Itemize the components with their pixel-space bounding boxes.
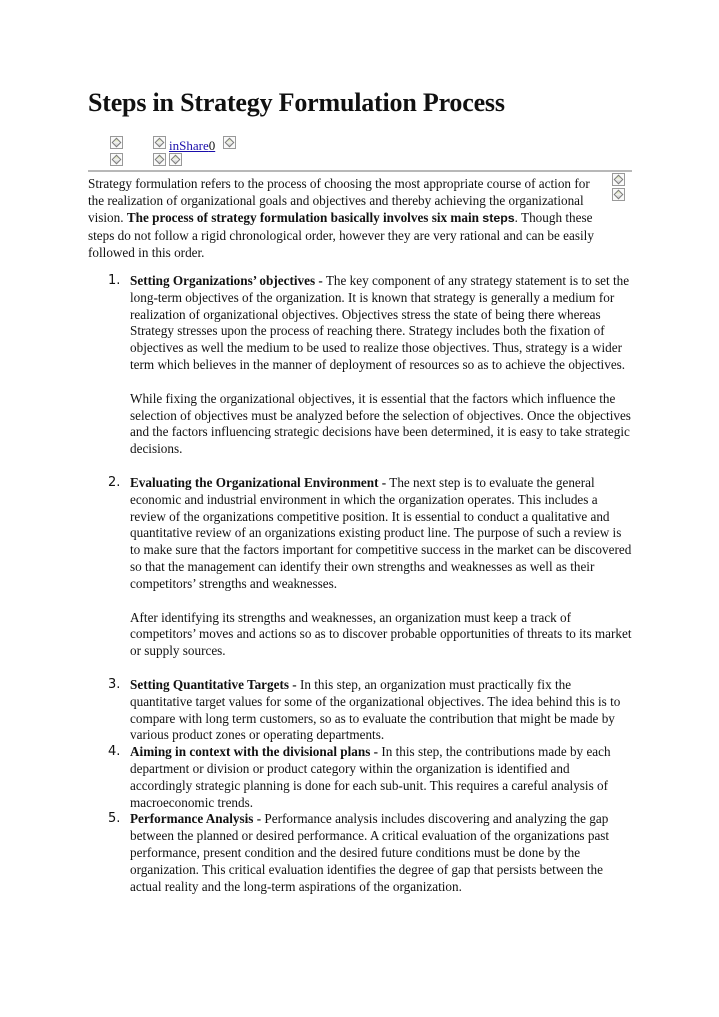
- step-heading: Evaluating the Organizational Environment -: [130, 474, 387, 490]
- list-number: 1.: [108, 273, 121, 288]
- steps-list: [108, 273, 634, 895]
- step-heading: Setting Quantitative Targets -: [130, 676, 297, 692]
- intro-paragraph: Strategy formulation refers to the process of choosing the most appropriate course of action for the realization of organizational goals and objectives and thereby achieving the organizational vision. The process of strategy formulation basically involves six main steps. Though these steps do not follow a rigid chronological order, however they are very rational and can be easily followed in this order.: [88, 176, 594, 260]
- broken-image-icon: [223, 136, 236, 149]
- broken-image-icon: [169, 153, 182, 166]
- share-bar: [110, 136, 250, 172]
- step-text: In this step, the contributions made by each department or division or product category within the organization is identified and accordingly strategic planning is done for each sub-unit. This requires a careful analysis of macroeconomic trends.: [130, 744, 611, 810]
- list-number: 5.: [108, 811, 121, 827]
- broken-image-icon: [153, 136, 166, 149]
- step-heading: Aiming in context with the divisional plans -: [130, 744, 379, 760]
- step-paragraph: After identifying its strengths and weaknesses, an organization must keep a track of competitors’ moves and actions so as to discover probable opportunities of threats to its market or supply sources.: [130, 609, 632, 659]
- list-item: [108, 676, 634, 744]
- step-text: In this step, an organization must practically fix the quantitative target values for some of the organizational objectives. The idea behind this is to compare with long term customers, so as to evaluate the contribution that might be made by various product zones or operating departments.: [130, 676, 621, 743]
- broken-image-icon: [110, 153, 123, 166]
- step-text: The key component of any strategy statement is to set the long-term objectives of the organization. It is known that strategy is generally a medium for realization of organizational objectives. Objectives stress the state of being there whereas Strategy stresses upon the process of reaching there. Strategy includes both the fixation of objectives as well the medium to be used to realize those objectives. Thus, strategy is a wider term which believes in the manner of deployment of resources so as to achieve the objectives.: [130, 273, 630, 372]
- list-item: [108, 273, 634, 458]
- share-count: 0: [208, 138, 216, 153]
- step-text: Performance analysis includes discovering and analyzing the gap between the planned or desired performance. A critical evaluation of the organizations past performance, present condition and the desired future conditions must be done by the organization. This critical evaluation identifies the degree of gap that persists between the actual reality and the long-term aspirations of the organization.: [130, 811, 610, 894]
- linkedin-share-link[interactable]: [169, 138, 215, 154]
- broken-image-icon: [110, 136, 123, 149]
- step-text: The next step is to evaluate the general economic and industrial environment in which the organization operates. This includes a review of the organizations competitive position. It is essential to conduct a qualitative and quantitative review of an organizations existing product line. The purpose of such a review is to make sure that the factors important for competitive success in the market can be discovered so that the management can identify their own strengths and weaknesses as well as their competitors’ strengths and weaknesses.: [130, 474, 632, 591]
- step-heading: Performance Analysis -: [130, 811, 262, 827]
- broken-image-icon: [612, 188, 625, 201]
- divider: [88, 170, 632, 172]
- share-label: inShare: [169, 138, 209, 153]
- step-paragraph: While fixing the organizational objectives, it is essential that the factors which influence the selection of objectives must be analyzed before the selection of objectives. Once the objectives and the factors influencing strategic decisions have been determined, it is easy to take strategic decisions.: [130, 390, 631, 457]
- side-image-stack: [612, 173, 630, 205]
- page-title: Steps in Strategy Formulation Process: [88, 88, 505, 117]
- broken-image-icon: [153, 153, 166, 166]
- list-number: 4.: [108, 744, 121, 760]
- list-number: 2.: [108, 474, 121, 490]
- list-item: [108, 744, 634, 811]
- step-heading: Setting Organizations’ objectives -: [130, 273, 323, 288]
- list-number: 3.: [108, 676, 121, 692]
- list-item: [108, 474, 634, 660]
- broken-image-icon: [612, 173, 625, 186]
- list-item: [108, 811, 634, 895]
